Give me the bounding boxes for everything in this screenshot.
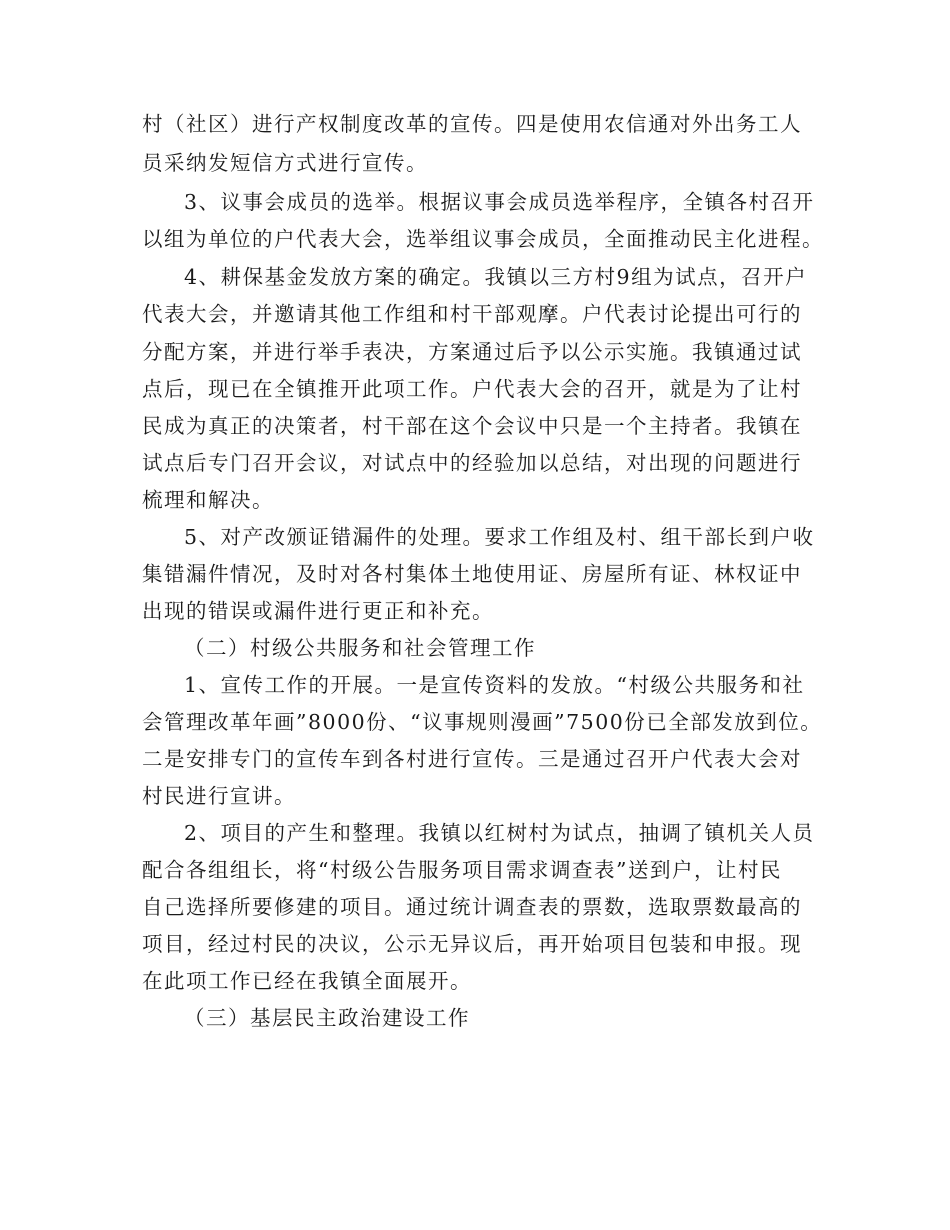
text-line: 分配方案，并进行举手表决，方案通过后予以公示实施。我镇通过试 [142,340,802,364]
text-line: 项目，经过村民的决议，公示无异议后，再开始项目包装和申报。现 [142,932,802,956]
text-line: 村民进行宣讲。 [142,784,296,808]
text-line: 5、对产改颁证错漏件的处理。要求工作组及村、组干部长到户收 [184,525,815,549]
text-line: 员采纳发短信方式进行宣传。 [142,151,428,175]
text-line: 配合各组组长，将“村级公告服务项目需求调查表”送到户，让村民 [142,858,782,882]
text-line: 点后，现已在全镇推开此项工作。户代表大会的召开，就是为了让村 [142,377,802,401]
text-line: 出现的错误或漏件进行更正和补充。 [142,599,494,623]
text-line: 试点后专门召开会议，对试点中的经验加以总结，对出现的问题进行 [142,451,802,475]
text-line: 在此项工作已经在我镇全面展开。 [142,969,472,993]
text-line: 自己选择所要修建的项目。通过统计调查表的票数，选取票数最高的 [142,895,802,919]
text-line: 4、耕保基金发放方案的确定。我镇以三方村9组为试点，召开户 [184,265,808,289]
text-line: 会管理改革年画”8000份、“议事规则漫画”7500份已全部发放到位。 [142,710,823,734]
text-line: 3、议事会成员的选举。根据议事会成员选举程序，全镇各村召开 [184,190,815,214]
text-line: 村（社区）进行产权制度改革的宣传。四是使用农信通对外出务工人 [142,112,802,136]
text-line: 梳理和解决。 [142,488,274,512]
text-line: 1、宣传工作的开展。一是宣传资料的发放。“村级公共服务和社 [184,673,805,697]
text-line: 二是安排专门的宣传车到各村进行宣传。三是通过召开户代表大会对 [142,747,802,771]
section-heading: （二）村级公共服务和社会管理工作 [184,636,536,660]
text-line: 以组为单位的户代表大会，选举组议事会成员，全面推动民主化进程。 [142,227,824,251]
text-line: 集错漏件情况，及时对各村集体土地使用证、房屋所有证、林权证中 [142,562,802,586]
section-heading: （三）基层民主政治建设工作 [184,1006,470,1030]
text-line: 民成为真正的决策者，村干部在这个会议中只是一个主持者。我镇在 [142,414,802,438]
text-line: 2、项目的产生和整理。我镇以红树村为试点，抽调了镇机关人员 [184,821,815,845]
text-line: 代表大会，并邀请其他工作组和村干部观摩。户代表讨论提出可行的 [142,302,802,326]
